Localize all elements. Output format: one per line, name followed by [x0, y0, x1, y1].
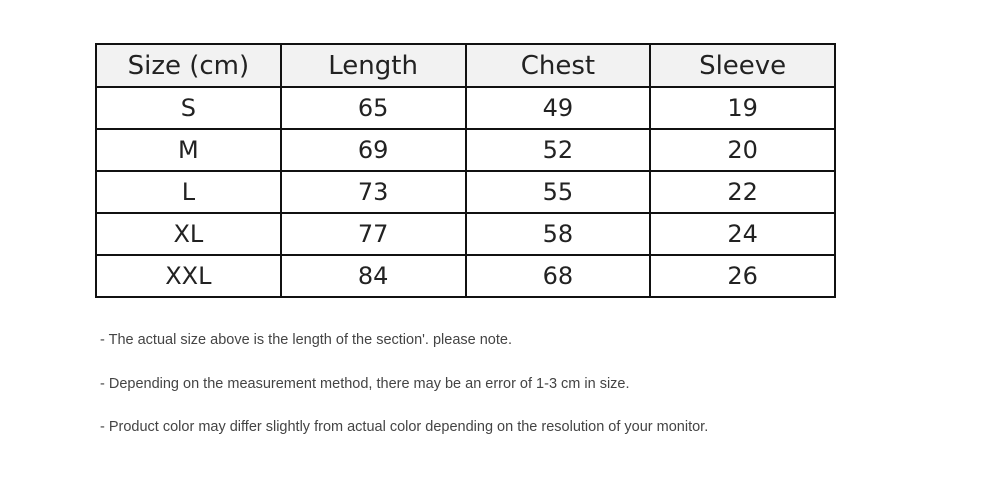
cell-size: XXL: [96, 255, 281, 297]
cell-chest: 52: [466, 129, 651, 171]
size-chart-table: [95, 43, 836, 298]
note-measurement-error: - Depending on the measurement method, there may be an error of 1-3 cm in size.: [100, 375, 630, 392]
cell-size: XL: [96, 213, 281, 255]
cell-sleeve: 26: [650, 255, 835, 297]
note-actual-size: - The actual size above is the length of the section'. please note.: [100, 332, 512, 348]
cell-chest: 58: [466, 213, 651, 255]
cell-length: 65: [281, 87, 466, 129]
header-row: [96, 44, 835, 87]
cell-chest: 49: [466, 87, 651, 129]
table-row: [96, 255, 835, 297]
header-sleeve: Sleeve: [650, 44, 835, 87]
table-header: [96, 44, 835, 87]
cell-size: S: [96, 87, 281, 129]
cell-length: 84: [281, 255, 466, 297]
header-length: Length: [281, 44, 466, 87]
note-color-difference: - Product color may differ slightly from actual color depending on the resolution of your monitor.: [100, 419, 709, 435]
cell-length: 77: [281, 213, 466, 255]
header-size: Size (cm): [96, 44, 281, 87]
header-chest: Chest: [466, 44, 651, 87]
cell-chest: 55: [466, 171, 651, 213]
table-row: [96, 129, 835, 171]
size-notes: [100, 331, 708, 462]
cell-sleeve: 24: [650, 213, 835, 255]
cell-length: 69: [281, 129, 466, 171]
table-row: [96, 171, 835, 213]
table-row: [96, 87, 835, 129]
table-body: [96, 87, 835, 297]
cell-chest: 68: [466, 255, 651, 297]
cell-sleeve: 19: [650, 87, 835, 129]
cell-size: L: [96, 171, 281, 213]
cell-sleeve: 22: [650, 171, 835, 213]
cell-length: 73: [281, 171, 466, 213]
cell-sleeve: 20: [650, 129, 835, 171]
table-row: [96, 213, 835, 255]
cell-size: M: [96, 129, 281, 171]
